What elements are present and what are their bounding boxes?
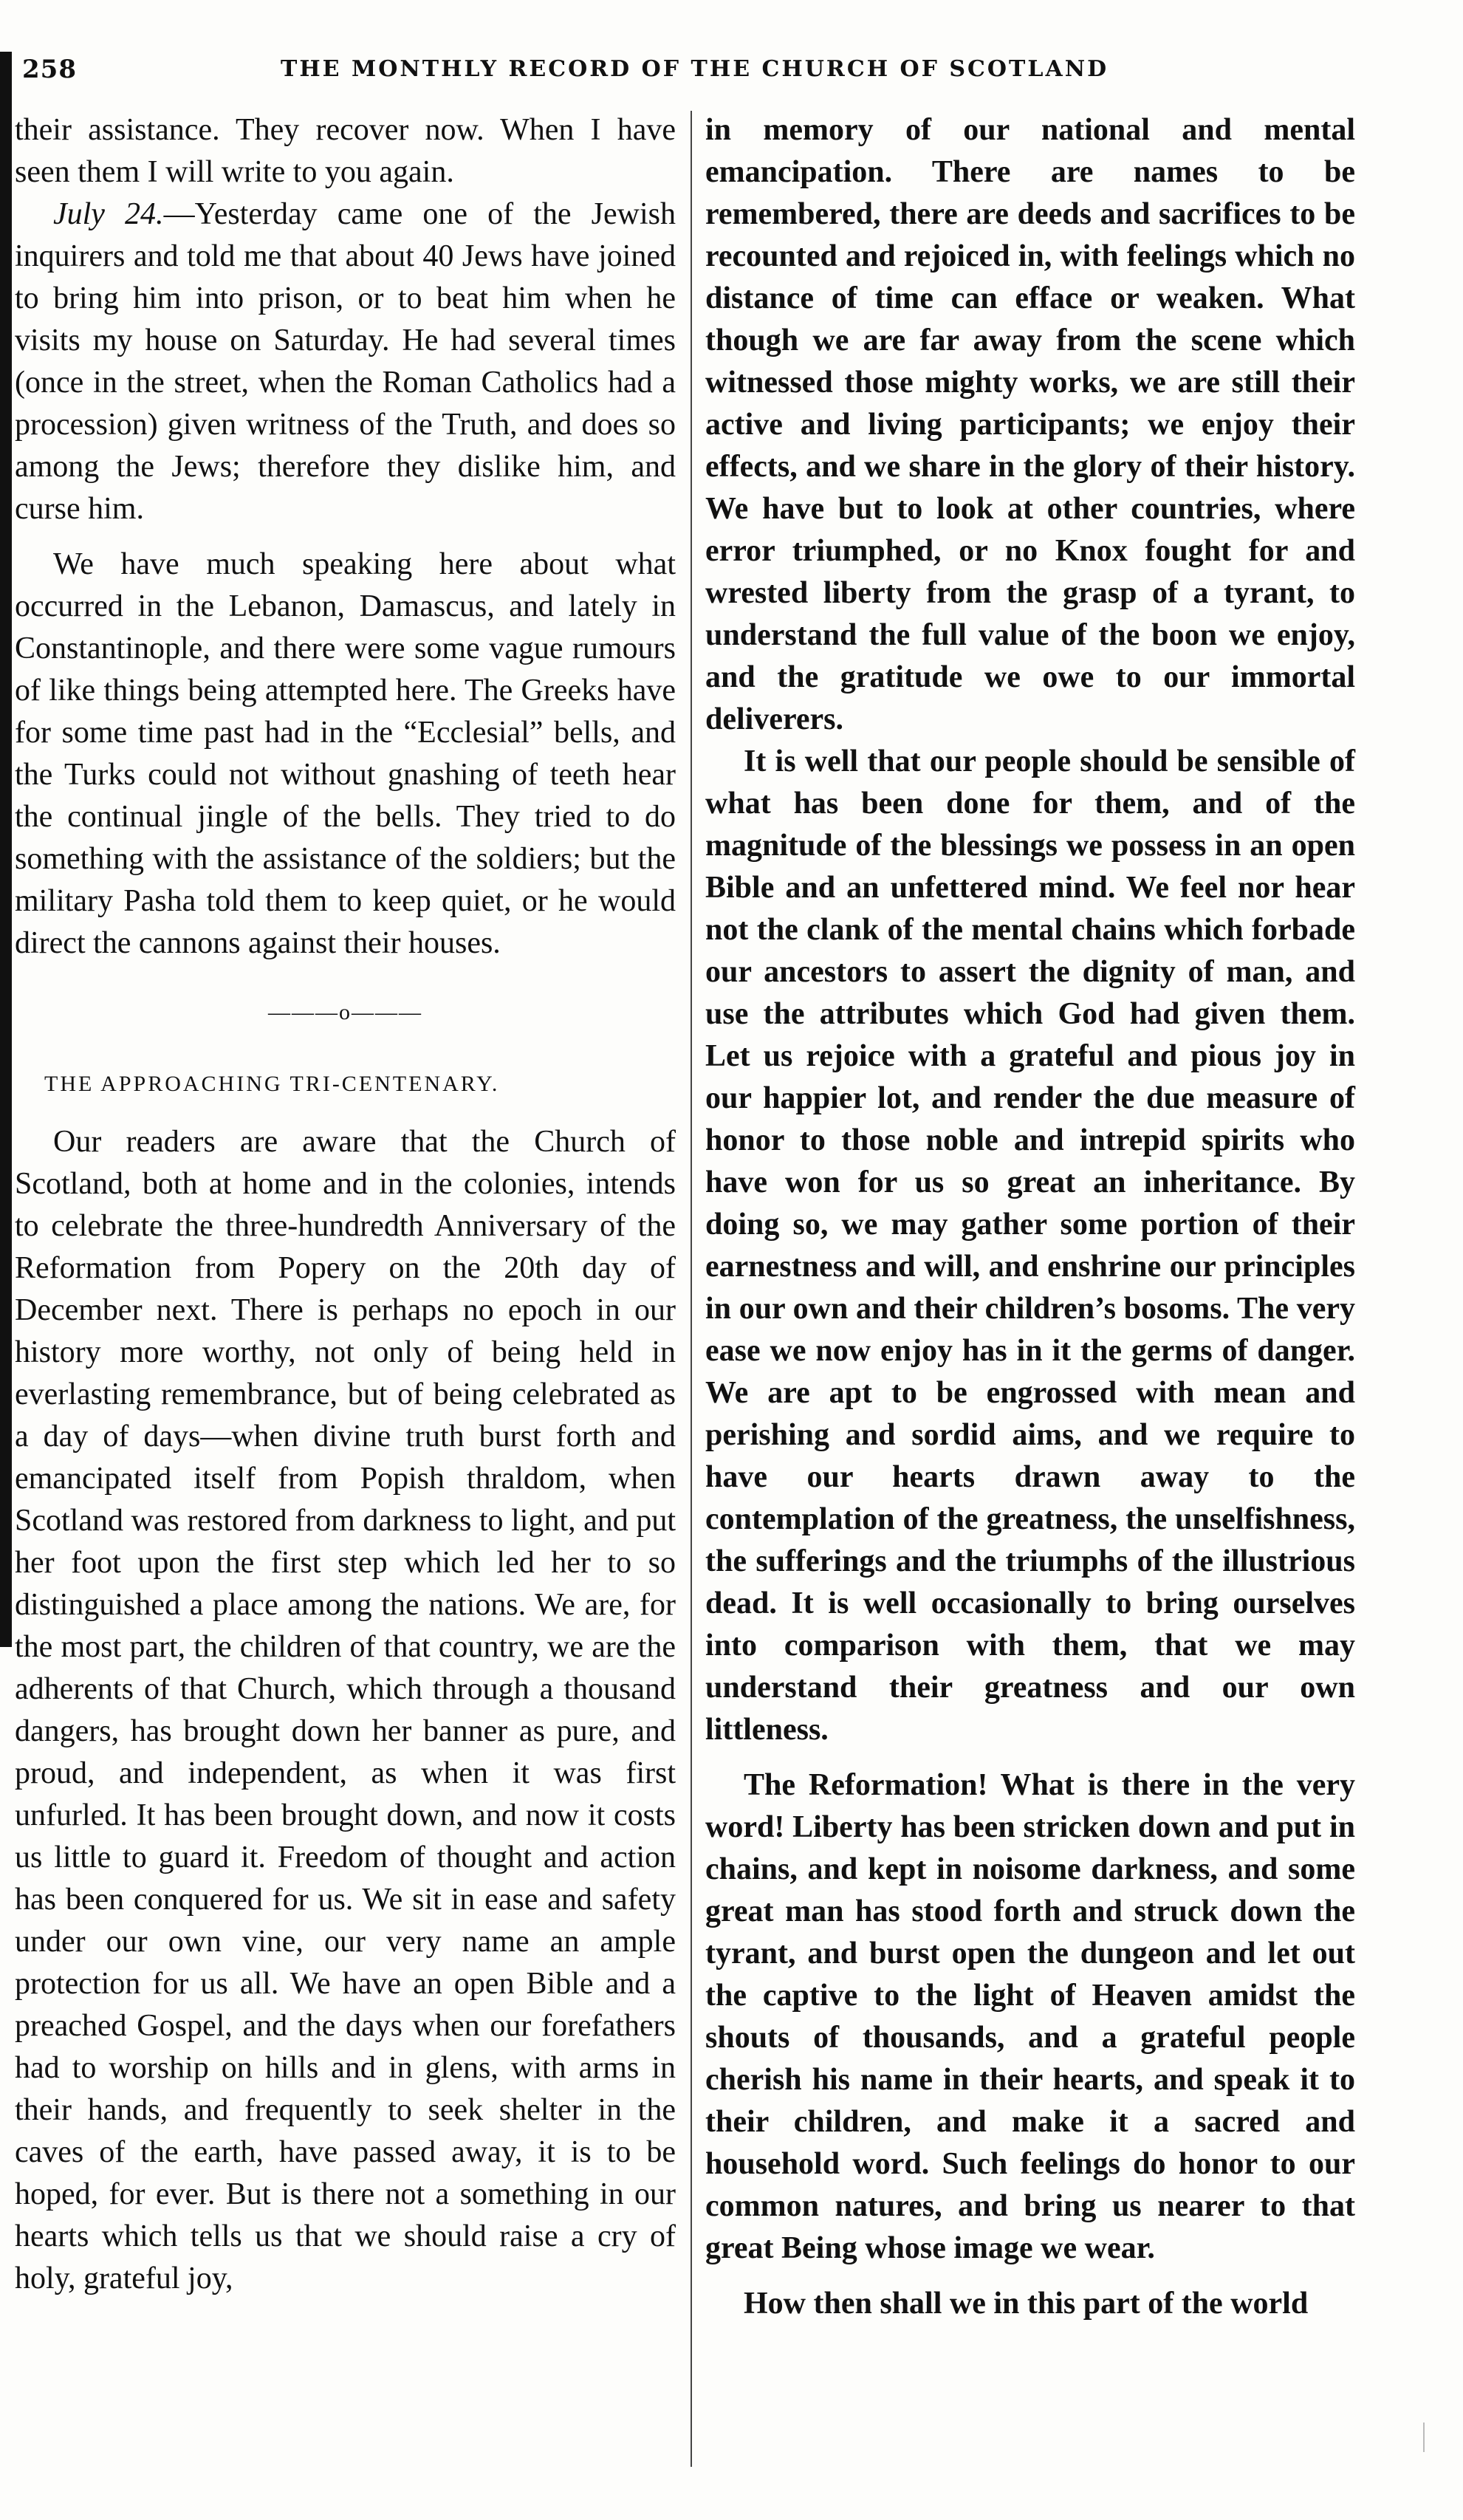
section-divider: ———o——— bbox=[268, 1000, 422, 1024]
column-rule bbox=[691, 111, 692, 2467]
binding-edge-shadow bbox=[0, 52, 12, 1647]
page-header bbox=[22, 55, 1425, 99]
running-head: THE MONTHLY RECORD OF THE CHURCH OF SCOTLAND bbox=[281, 56, 1109, 82]
left-paragraph-2: We have much speaking here about what occurred in the Lebanon, Damascus, and lately in Constantinople, and there were some vague rumours of like things being attempted here. The Greeks have for some time past had in the “Ecclesial” bells, and the Turks could not without gnashing of teeth hear the continual jingle of the bells. They tried to do something with the assistance of the soldiers; but the military Pasha told them to keep quiet, or he would direct the cannons against their houses. bbox=[15, 547, 676, 960]
left-paragraph-3: Our readers are aware that the Church of Scotland, both at home and in the colonies, intends to celebrate the three-hundredth Anniversary of the Reformation from Popery on the 20th day of December next. There is perhaps no epoch in our history more worthy, not only of being held in everlasting remembrance, but of being celebrated as a day of days—when divine truth burst forth and emancipated itself from Popish thraldom, when Scotland was restored from darkness to light, and put her foot upon the first step which led her to so distinguished a place among the nations. We are, for the most part, the children of that country, we are the adherents of that Church, which through a thousand dangers, has brought down her banner as pure, and proud, and independent, as when it was first unfurled. It has been brought down, and now it costs us little to guard it. Freedom of thought and action has been conquered for us. We sit in ease and safety under our own vine, our very name an ample protection for us all. We have an open Bible and a preached Gospel, and the days when our forefathers had to worship on hills and in glens, with arms in their hands, and frequently to seek shelter in the caves of the earth, have passed away, it is to be hoped, for ever. But is there not a something in our hearts which tells us that we should raise a cry of holy, grateful joy, bbox=[15, 1125, 676, 2295]
left-opening-text: their assistance. They recover now. When I have seen them I will write to you again. bbox=[15, 113, 676, 189]
scan-artifact bbox=[1423, 2423, 1425, 2452]
entry-date: July 24. bbox=[53, 197, 164, 231]
section-title: THE APPROACHING TRI-CENTENARY. bbox=[44, 1072, 500, 1096]
right-paragraph-2: It is well that our people should be sensible of what has been done for them, and of the magnitude of the blessings we possess in an open Bible and an unfettered mind. We feel nor hear not the clank of the mental chains which forbade our ancestors to assert the dignity of man, and use the attributes which God had given them. Let us rejoice with a grateful and pious joy in our happier lot, and render the due measure of honor to those noble and intrepid spirits who have won for us so great an inheritance. By doing so, we may gather some portion of their earnestness and will, and enshrine our principles in our own and their children’s bosoms. The very ease we now enjoy has in it the germs of danger. We are apt to be engrossed with mean and perishing and sordid aims, and we require to have our hearts drawn away to the contemplation of the greatness, the unselfishness, the sufferings and the triumphs of the illustrious dead. It is well occasionally to bring ourselves into comparison with them, that we may understand their greatness and our own littleness. bbox=[705, 744, 1355, 1747]
page-number: 258 bbox=[22, 55, 77, 84]
right-continuation: in memory of our national and mental emancipation. There are names to be remembered, there are deeds and sacrifices to be recounted and rejoiced in, with feelings which no distance of time can efface or weaken. What though we are far away from the scene which witnessed those mighty works, we are still their active and living participants; we enjoy their effects, and we share in the glory of their history. We have but to look at other countries, where error triumphed, or no Knox fought for and wrested liberty from the grasp of a tyrant, to understand the full value of the boon we enjoy, and the gratitude we owe to our immortal deliverers. bbox=[705, 113, 1355, 736]
right-paragraph-4: How then shall we in this part of the world bbox=[744, 2287, 1309, 2321]
right-column bbox=[705, 109, 1355, 2325]
left-column bbox=[15, 109, 676, 2300]
entry-text: —Yesterday came one of the Jewish inquirers and told me that about 40 Jews have joined to bring him into prison, or to beat him when he visits my house on Saturday. He had several times (once in the street, when the Roman Catholics had a procession) given writness of the Truth, and does so among the Jews; therefore they dislike him, and curse him. bbox=[15, 197, 676, 526]
journal-entry bbox=[15, 194, 676, 530]
right-paragraph-3: The Reformation! What is there in the very word! Liberty has been stricken down and put in chains, and kept in noisome darkness, and some great man has stood forth and struck down the tyrant, and burst open the dungeon and let out the captive to the light of Heaven amidst the shouts of thousands, and a grateful people cherish his name in their hearts, and speak it to their children, and make it a sacred and household word. Such feelings do honor to our common natures, and bring us nearer to that great Being whose image we wear. bbox=[705, 1768, 1355, 2265]
